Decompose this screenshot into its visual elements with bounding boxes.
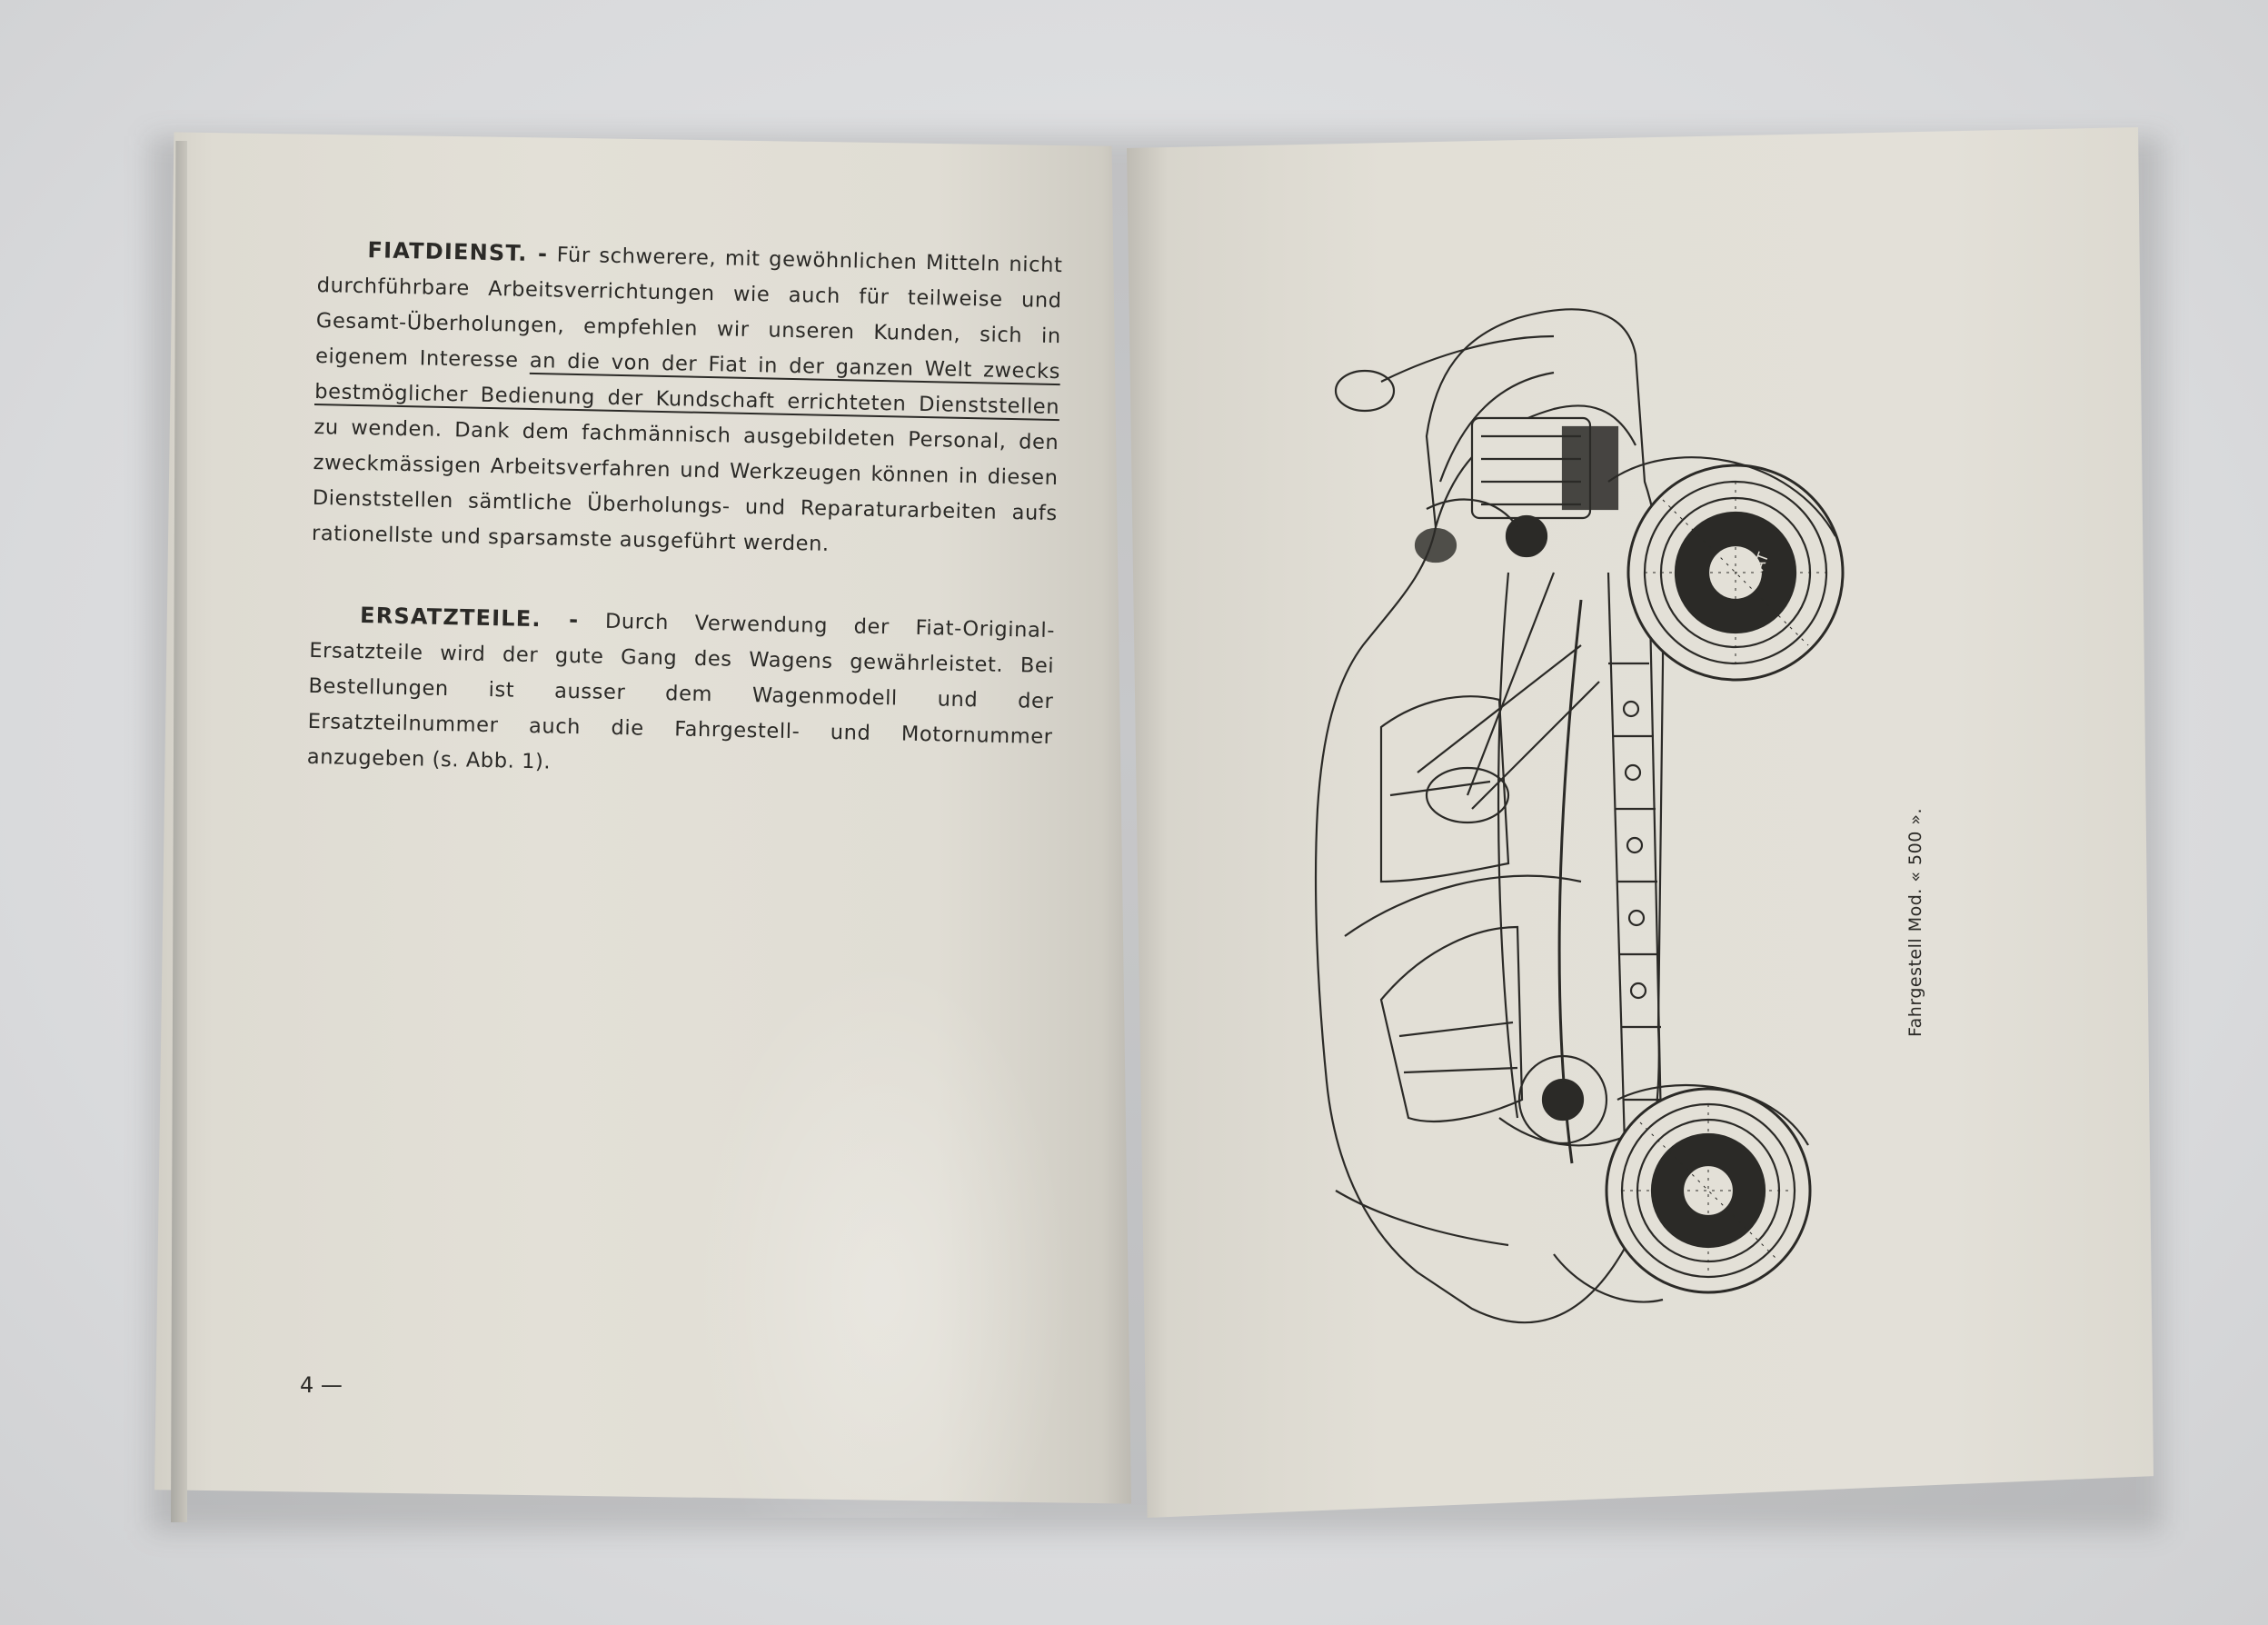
- front-wheel: [1628, 465, 1843, 680]
- paragraph-text: Durch Verwendung der Fiat-Original-Ersatzteile wird der gute Gang des Wagens gewährleistet. Bei Bestellungen ist ausser dem Wagenmodell und der Ersatzteilnummer auch die Fahrgestell- und Motornummer anzugeben (s. Abb. 1).: [306, 609, 1056, 774]
- rear-wheel: [1606, 1089, 1810, 1292]
- paragraph-ersatzteile: [306, 597, 1055, 791]
- wheel-badge: FIAT: [1745, 550, 1773, 585]
- underlined-text: an die von der Fiat in der ganzen Welt zwecks bestmöglicher Bedienung der Kundschaft errichteten Dienststellen: [314, 348, 1061, 420]
- paragraph-text: zu wenden. Dank dem fachmännisch ausgebildeten Personal, den zweckmässigen Arbeitsverfahren und Werkzeugen können in diesen Dienststellen sämtliche Überholungs- und Reparaturarbeiten aufs rationellste und sparsamste ausgeführt werden.: [311, 414, 1059, 556]
- heading-ersatzteile: ERSATZTEILE. -: [359, 603, 580, 633]
- car-cutaway-drawing-icon: [1281, 300, 1917, 1345]
- left-page-text: [305, 232, 1062, 836]
- paper-glare: [691, 954, 1072, 1518]
- paragraph-text: Für schwerere, mit gewöhnlichen Mitteln nicht durchführbare Arbeitsverrichtungen wie auch für teilweise und Gesamt-Überholungen, empfehlen wir unseren Kunden, sich in eigenem Interesse: [314, 243, 1063, 373]
- heading-fiatdienst: FIATDIENST. -: [367, 237, 549, 267]
- page-number: 4 —: [300, 1372, 343, 1398]
- paragraph-fiatdienst: [312, 232, 1063, 567]
- figure-caption: Fahrgestell Mod. « 500 ».: [1905, 807, 1925, 1038]
